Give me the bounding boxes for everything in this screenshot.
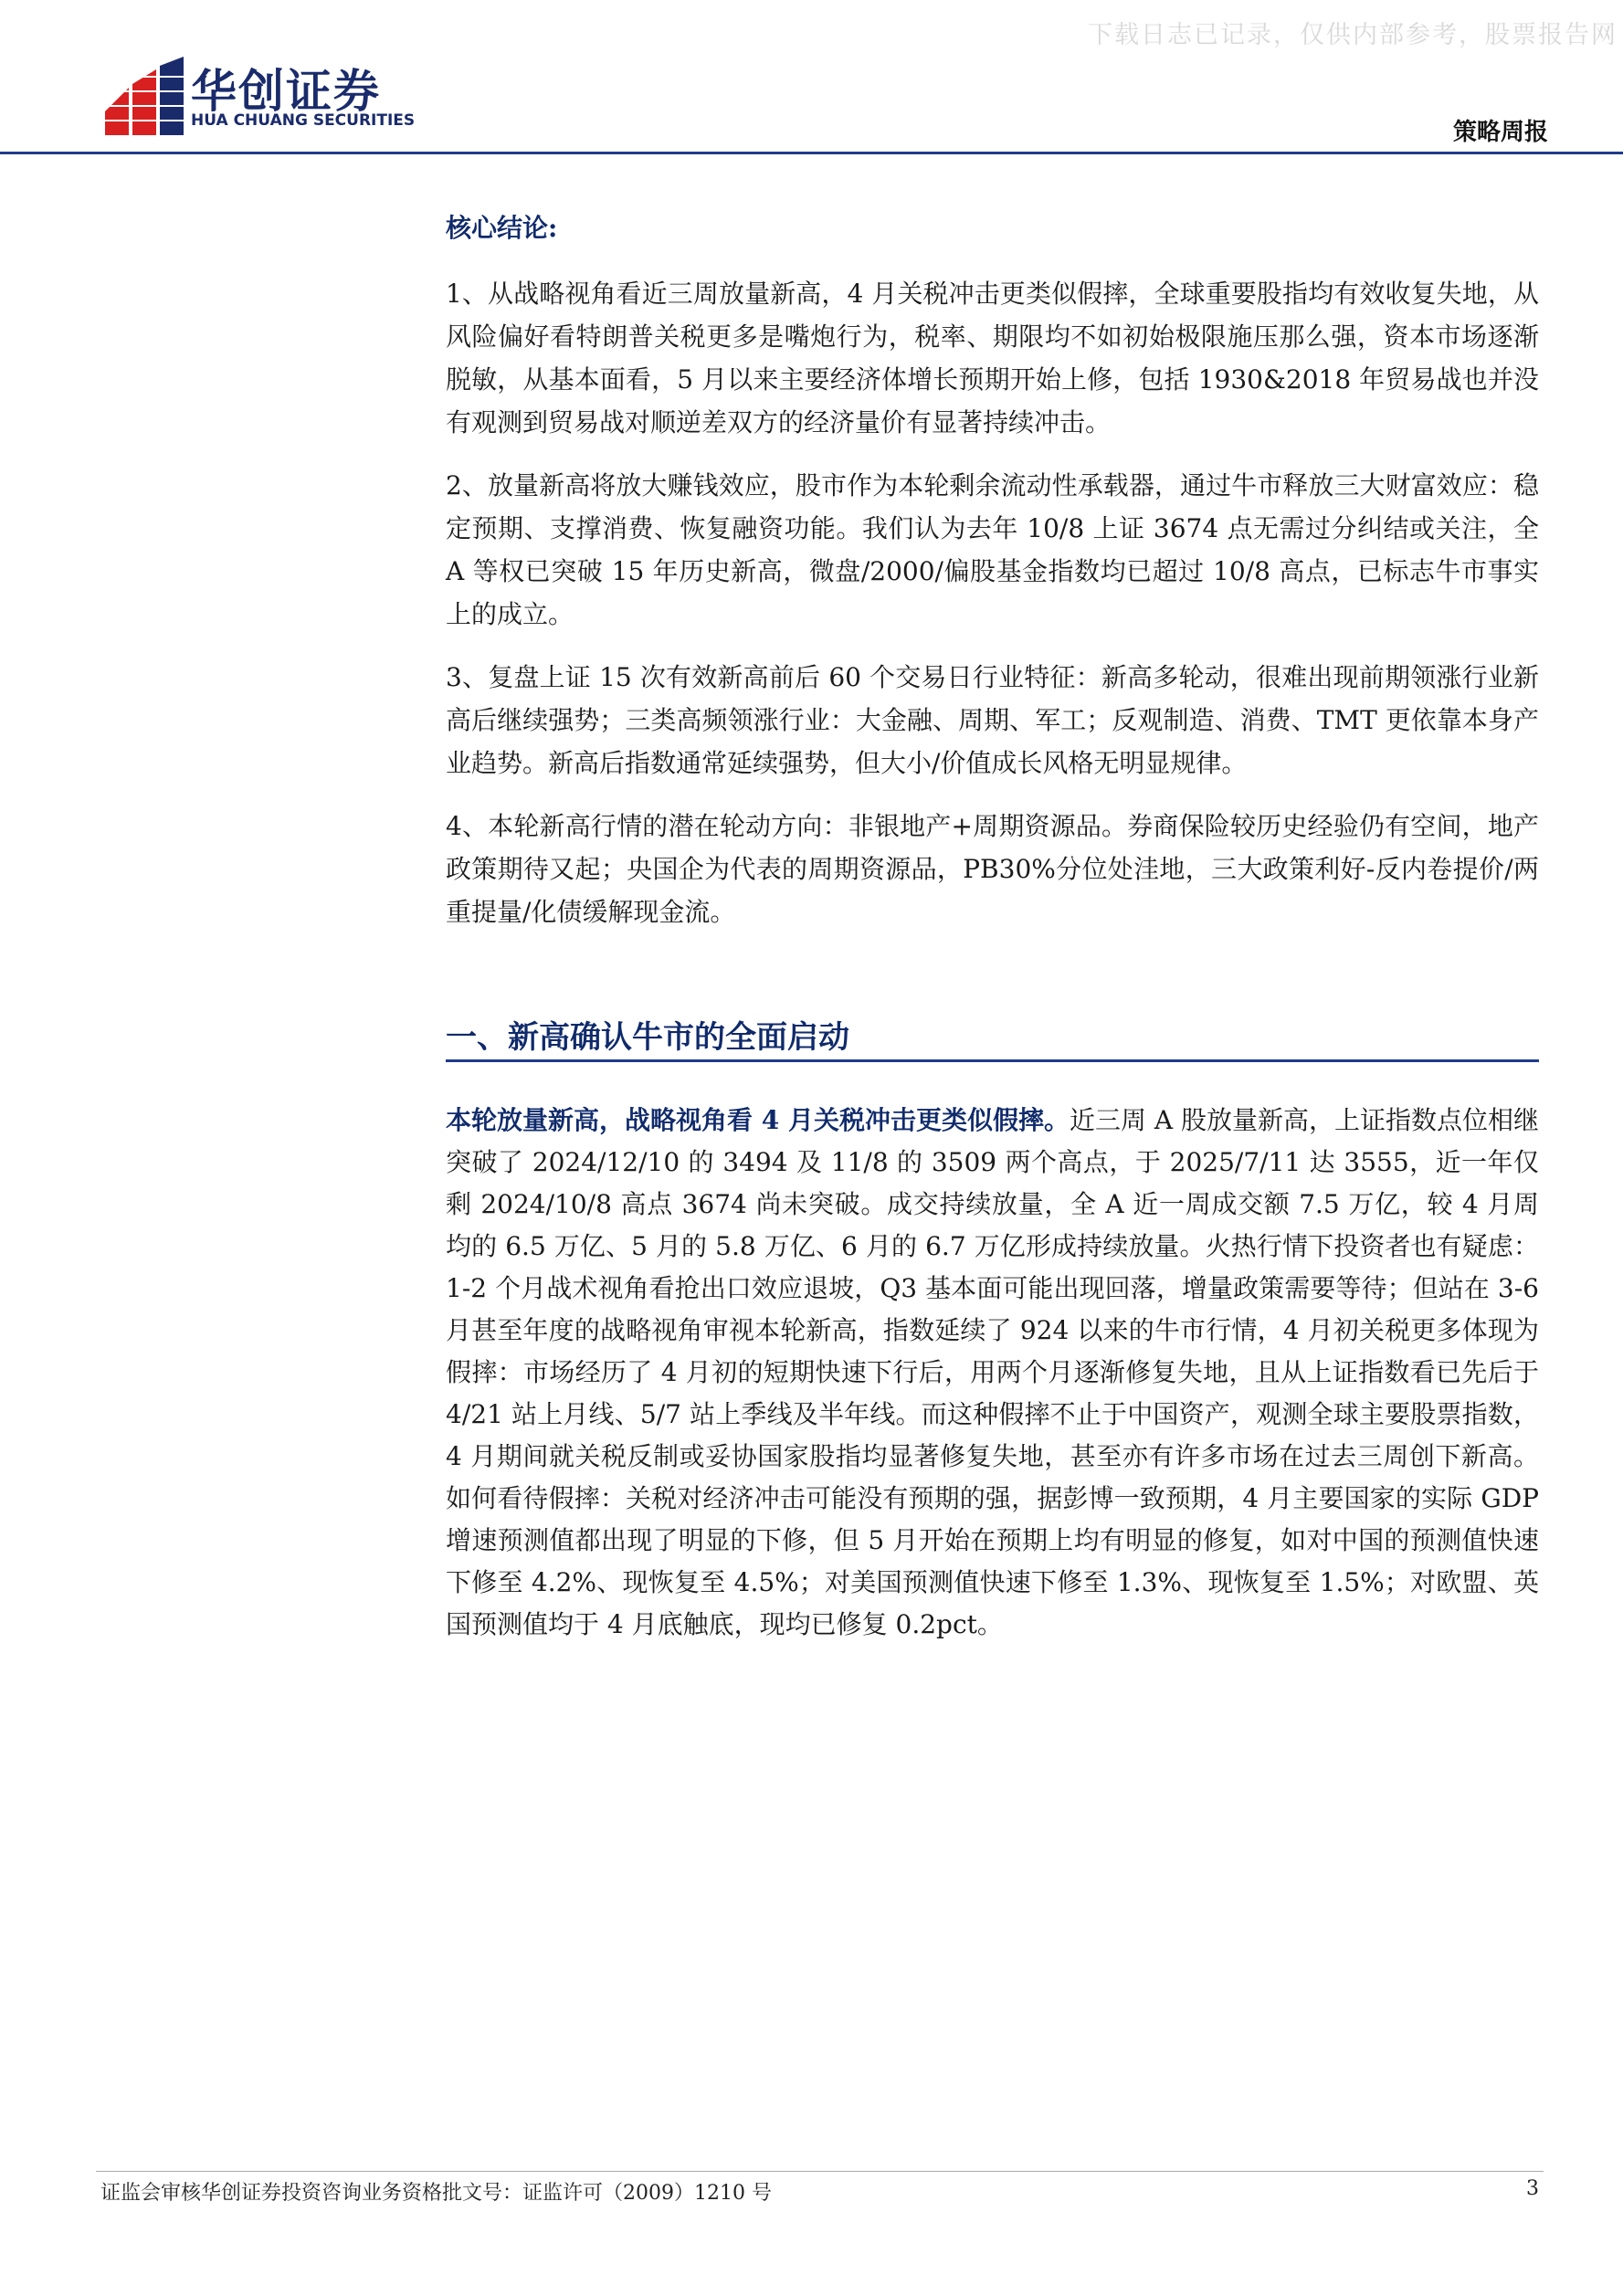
- footer-divider: [96, 2171, 1544, 2172]
- core-conclusions-heading: 核心结论:: [446, 213, 558, 243]
- report-type-label: 策略周报: [1452, 119, 1548, 146]
- footer-license-text: 证监会审核华创证券投资咨询业务资格批文号：证监许可（2009）1210 号: [100, 2182, 772, 2205]
- logo-english-name: HUA CHUANG SECURITIES: [191, 111, 416, 130]
- logo-mark-icon: [105, 57, 185, 135]
- conclusion-point-1: 1、从战略视角看近三周放量新高，4 月关税冲击更类似假摔，全球重要股指均有效收复失地，从风险偏好看特朗普关税更多是嘴炮行为，税率、期限均不如初始极限施压那么强，资本市场逐渐脱敏，从基本面看，5 月以来主要经济体增长预期开始上修，包括 1930&2018 年贸易战也并没有观测到贸易战对顺逆差双方的经济量价有显著持续冲击。: [446, 279, 1539, 437]
- header-divider: [0, 152, 1623, 154]
- conclusion-point-4: 4、本轮新高行情的潜在轮动方向：非银地产+周期资源品。券商保险较历史经验仍有空间，地产政策期待又起；央国企为代表的周期资源品，PB30%分位处洼地，三大政策利好-反内卷提价/两重提量/化债缓解现金流。: [446, 811, 1539, 927]
- section-1-title: 一、新高确认牛市的全面启动: [446, 1019, 849, 1056]
- conclusion-point-2: 2、放量新高将放大赚钱效应，股市作为本轮剩余流动性承载器，通过牛市释放三大财富效应：稳定预期、支撑消费、恢复融资功能。我们认为去年 10/8 上证 3674 点无需过分纠结或关注，全 A 等权已突破 15 年历史新高，微盘/2000/偏股基金指数均已超过 10/8 高点，已标志牛市事实上的成立。: [446, 470, 1539, 629]
- section-1-body: [446, 1100, 1539, 1646]
- section-1-divider: [446, 1059, 1539, 1062]
- conclusion-point-3: 3、复盘上证 15 次有效新高前后 60 个交易日行业特征：新高多轮动，很难出现前期领涨行业新高后继续强势；三类高频领涨行业：大金融、周期、军工；反观制造、消费、TMT 更依靠本身产业趋势。新高后指数通常延续强势，但大小/价值成长风格无明显规律。: [446, 662, 1539, 778]
- logo-chinese-name: 华创证券: [191, 65, 381, 118]
- section-1-text: 近三周 A 股放量新高，上证指数点位相继突破了 2024/12/10 的 3494 及 11/8 的 3509 两个高点，于 2025/7/11 达 3555，近一年仅剩 2024/10/8 高点 3674 尚未突破。成交持续放量，全 A 近一周成交额 7.5 万亿，较 4 月周均的 6.5 万亿、5 月的 5.8 万亿、6 月的 6.7 万亿形成持续放量。火热行情下投资者也有疑虑：1-2 个月战术视角看抢出口效应退坡，Q3 基本面可能出现回落，增量政策需要等待；但站在 3-6 月甚至年度的战略视角审视本轮新高，指数延续了 924 以来的牛市行情，4 月初关税更多体现为假摔：市场经历了 4 月初的短期快速下行后，用两个月逐渐修复失地，且从上证指数看已先后于 4/21 站上月线、5/7 站上季线及半年线。而这种假摔不止于中国资产，观测全球主要股票指数，4 月期间就关税反制或妥协国家股指均显著修复失地，甚至亦有许多市场在过去三周创下新高。如何看待假摔：关税对经济冲击可能没有预期的强，据彭博一致预期，4 月主要国家的实际 GDP 增速预测值都出现了明显的下修，但 5 月开始在预期上均有明显的修复，如对中国的预测值快速下修至 4.2%、现恢复至 4.5%；对美国预测值快速下修至 1.3%、现恢复至 1.5%；对欧盟、英国预测值均于 4 月底触底，现均已修复 0.2pct。: [446, 1105, 1540, 1639]
- company-logo: [105, 55, 416, 135]
- watermark: 下载日志已记录，仅供内部参考，股票报告网: [1088, 21, 1618, 49]
- page-number: 3: [1526, 2177, 1539, 2200]
- section-1-lead: 本轮放量新高，战略视角看 4 月关税冲击更类似假摔。: [446, 1105, 1070, 1135]
- core-conclusions: [446, 208, 1539, 953]
